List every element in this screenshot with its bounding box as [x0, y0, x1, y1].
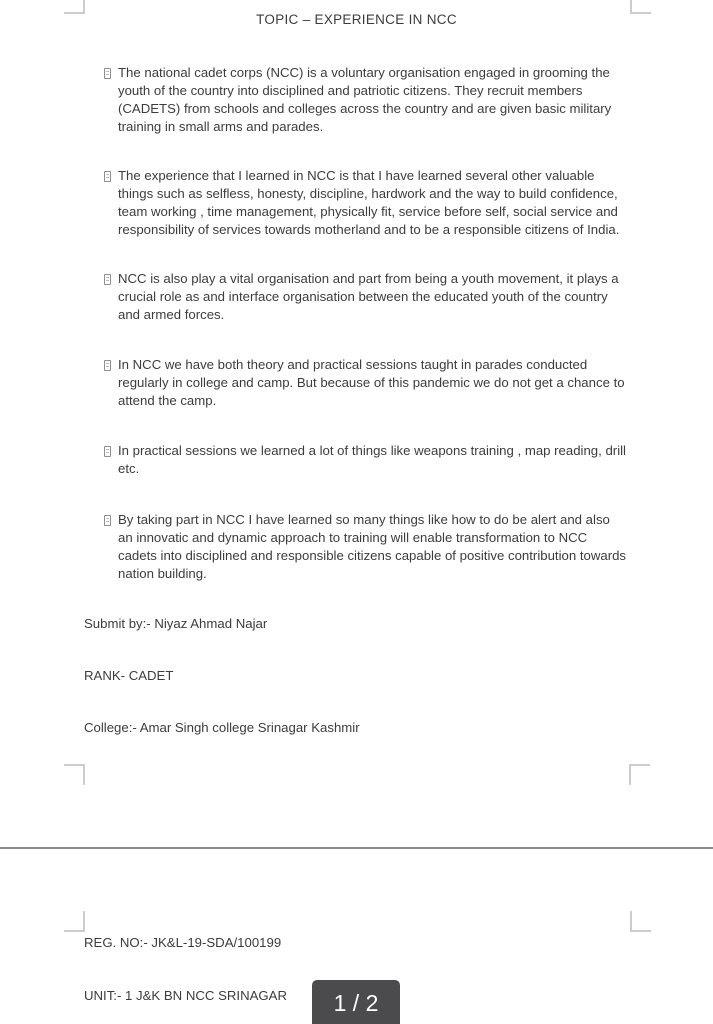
- bullet-item: [104, 442, 628, 478]
- document-title: TOPIC – EXPERIENCE IN NCC: [256, 12, 457, 27]
- corner-mark-page2-top-right-icon: [630, 911, 651, 932]
- college-line: College:- Amar Singh college Srinagar Kashmir: [84, 720, 360, 735]
- bullet-item: [104, 270, 628, 324]
- bullet-text: In NCC we have both theory and practical sessions taught in parades conducted regularly in college and camp. But because of this pandemic we do not get a chance to attend the camp.: [118, 357, 625, 408]
- bullet-item: [104, 64, 628, 136]
- bullet-text: By taking part in NCC I have learned so many things like how to do be alert and also an innovatic and dynamic approach to training will enable transformation to NCC cadets into disciplined and responsible citizens capable of positive contribution towards nation building.: [118, 512, 627, 581]
- missing-glyph-bullet-icon: [104, 171, 111, 182]
- missing-glyph-bullet-icon: [104, 515, 111, 526]
- unit-line: UNIT:- 1 J&K BN NCC SRINAGAR: [84, 988, 287, 1003]
- page-indicator-badge: 1 / 2: [312, 980, 400, 1024]
- bullet-item: [104, 167, 628, 239]
- registration-number-line: REG. NO:- JK&L-19-SDA/100199: [84, 935, 282, 950]
- bullet-text: The national cadet corps (NCC) is a voluntary organisation engaged in grooming the youth of the country into disciplined and patriotic citizens. They recruit members (CADETS) from schools and colleges across the country and are given basic military training in small arms and parades.: [118, 65, 612, 134]
- bullet-item: [104, 356, 628, 410]
- corner-mark-page1-bottom-right-icon: [629, 764, 650, 785]
- page-divider: [0, 847, 713, 849]
- missing-glyph-bullet-icon: [104, 446, 111, 457]
- missing-glyph-bullet-icon: [104, 68, 111, 79]
- bullet-text: NCC is also play a vital organisation and part from being a youth movement, it plays a crucial role as and interface organisation between the educated youth of the country and armed forces.: [118, 271, 619, 322]
- corner-mark-page2-top-left-icon: [64, 911, 85, 932]
- missing-glyph-bullet-icon: [104, 360, 111, 371]
- missing-glyph-bullet-icon: [104, 274, 111, 285]
- corner-mark-page1-bottom-left-icon: [64, 764, 85, 785]
- bullet-text: The experience that I learned in NCC is that I have learned several other valuable things such as selfless, honesty, discipline, hardwork and the way to build confidence, team working , time management, physically fit, service before self, social service and responsibility of services towards motherland and to be a responsible citizens of India.: [118, 168, 620, 237]
- bullet-item: [104, 511, 628, 583]
- submit-by-line: Submit by:- Niyaz Ahmad Najar: [84, 616, 268, 631]
- rank-line: RANK- CADET: [84, 668, 174, 683]
- bullet-text: In practical sessions we learned a lot of things like weapons training , map reading, drill etc.: [118, 443, 626, 476]
